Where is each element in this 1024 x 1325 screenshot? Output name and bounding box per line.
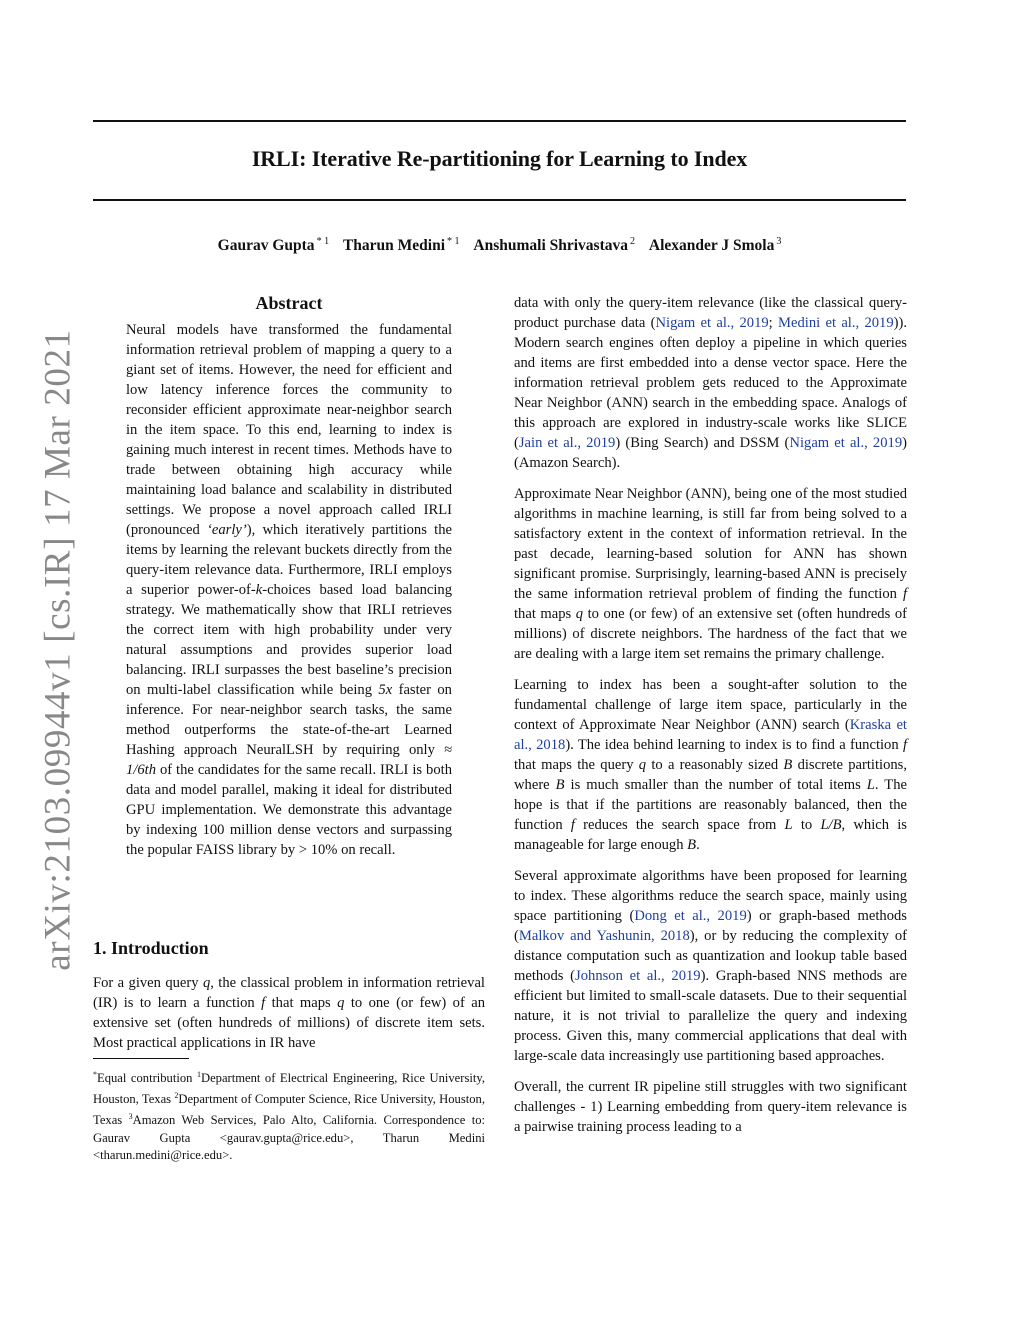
footnote-text-part: Amazon Web Services, Palo Alto, California. Correspondence to: Gaurav Gupta <gaurav.gupta@rice.edu>, Tharun Medini <tharun.medini@rice.edu>. [93, 1113, 485, 1162]
footnote-text-part: Department of Electrical Engineering, Rice University, Houston, Texas [93, 1071, 485, 1107]
abstract-heading: Abstract [255, 293, 323, 313]
citation-link[interactable]: Johnson et al., 2019 [575, 968, 701, 984]
math-l: L [784, 817, 793, 833]
paragraph-challenges [514, 1077, 907, 1137]
intro-text-part: For a given query [93, 975, 203, 991]
citation-link[interactable]: Nigam et al., 2019 [655, 315, 769, 331]
text-part: Overall, the current IR pipeline still struggles with two significant challenges - 1) Learning embedding from query-item relevance is a pairwise training process leading to a [514, 1079, 907, 1135]
text-part: )). Modern search engines often deploy a pipeline in which queries and items are first embedded into a dense vector space. Here the information retrieval problem gets reduced to the Approximate Near Neighbor (ANN) search in the embedding space. Analogs of this approach are explored in industry-scale works like SLICE ( [514, 315, 908, 451]
abstract-text-part: -choices based load balancing strategy. We mathematically show that IRLI retrieves the correct item with high probability under very natural assumptions and provides superior load balancing. IRLI surpasses the best baseline’s precision on multi-label classification while being [126, 582, 452, 698]
introduction-heading: 1. Introduction [93, 938, 209, 958]
text-part: Several approximate algorithms have been proposed for learning to index. These algorithms reduce the search space, mainly using space partitioning ( [514, 868, 907, 924]
math-q: q [638, 757, 647, 773]
text-part: is much smaller than the number of total items [564, 777, 867, 793]
math-f: f [261, 995, 266, 1011]
author-affiliation-mark: * 1 [447, 236, 460, 247]
math-f: f [570, 817, 575, 833]
citation-link[interactable]: Dong et al., 2019 [634, 908, 747, 924]
author-name: Alexander J Smola [648, 237, 775, 255]
text-part: discrete partitions, where [514, 757, 907, 793]
text-part: ) (Bing Search) and DSSM ( [615, 435, 790, 451]
text-part: to a reasonably sized [646, 757, 784, 773]
math-5x: 5x [378, 682, 393, 698]
abstract-text-part: on recall. [337, 842, 396, 858]
text-part: data with only the query-item relevance (like the classical query-product purchase data ( [514, 295, 907, 331]
text-part: that maps [514, 606, 576, 622]
text-part: reduces the search space from [574, 817, 785, 833]
abstract-text-part: Neural models have transformed the fundamental information retrieval problem of mapping a query to a giant set of items. However, the need for efficient and low latency inference forces the community to reconsider efficient approximate near-neighbor search in the item space. To this end, learning to index is gaining much interest in recent times. Methods have to trade between obtaining high accuracy while maintaining load balance and scalability in distributed settings. We propose a novel approach called IRLI (pronounced [126, 322, 452, 538]
citation-link[interactable]: Malkov and Yashunin, 2018 [518, 928, 690, 944]
citation-link[interactable]: Medini et al., 2019 [778, 315, 894, 331]
text-part: Learning to index has been a sought-after solution to the fundamental challenge of large item space, particularly in the context of Approximate Near Neighbor (ANN) search ( [514, 677, 907, 733]
citation-link[interactable]: Jain et al., 2019 [518, 435, 616, 451]
arxiv-identifier-watermark: arXiv:2103.09944v1 [cs.IR] 17 Mar 2021 [37, 329, 79, 971]
text-part: ). Graph-based NNS methods are efficient but limited to small-scale datasets. Due to their sequential nature, it is not trivial to parallelize the query and indexing process. Given this, many commercial applications that deal with large-scale data increasingly use partitioning based approaches. [514, 968, 908, 1064]
text-part: ) (Amazon Search). [514, 435, 907, 471]
footnote-mark: * [93, 1070, 97, 1079]
footnote-text-part: Equal contribution [97, 1071, 197, 1086]
paragraph-learning-to-index [514, 675, 907, 855]
text-part: Approximate Near Neighbor (ANN), being one of the most studied algorithms in machine learning, is still far from being solved to a satisfactory extent in the context of information retrieval. In the past decade, learning-based solution for ANN has shown significant promise. Surprisingly, learning-based ANN is precisely the same information retrieval problem of finding the function [514, 486, 907, 602]
text-part: that maps the query [514, 757, 639, 773]
footnote-mark: 1 [196, 1070, 201, 1079]
citation-link[interactable]: Kraska et al., 2018 [514, 717, 907, 753]
text-part: to [792, 817, 821, 833]
footnote [93, 1066, 485, 1164]
author-name: Gaurav Gupta [217, 237, 315, 255]
text-part: to one (or few) of an extensive set (often hundreds of millions) of discrete neighbors. The hardness of the fact that we are dealing with a large item set remains the primary challenge. [514, 606, 907, 662]
introduction-text [93, 973, 485, 1053]
intro-text-part: that maps [265, 995, 338, 1011]
author-affiliation-mark: * 1 [316, 236, 330, 247]
text-part: ) or graph-based methods ( [514, 908, 907, 944]
footnote-text-part: Department of Computer Science, Rice University, Houston, Texas [93, 1092, 485, 1128]
math-b: B [555, 777, 565, 793]
abstract-section [126, 292, 452, 860]
math-one-sixth: ≈ 1/6th [126, 742, 452, 778]
author-gaurav-gupta [218, 237, 329, 254]
title-rule-bottom [93, 199, 906, 201]
paragraph-ann [514, 484, 907, 664]
author-affiliation-mark: 2 [630, 236, 635, 247]
math-q: q [575, 606, 584, 622]
math-f: f [902, 586, 907, 602]
author-list [93, 236, 906, 255]
author-alexander-smola [649, 237, 781, 254]
text-part: ; [768, 315, 779, 331]
math-f: f [902, 737, 907, 753]
citation-link[interactable]: Nigam et al., 2019 [789, 435, 903, 451]
text-part: , which is manageable for large enough [514, 817, 907, 853]
math-k: k [255, 582, 263, 598]
intro-text-part: to one (or few) of an extensive set (often hundreds of millions) of discrete item sets. Most practical applications in IR have [93, 995, 485, 1051]
abstract-text-part: faster on inference. For near-neighbor search tasks, the same method outperforms the state-of-the-art Learned Hashing approach NeuralLSH by requiring only [126, 682, 452, 758]
author-name: Tharun Medini [342, 237, 446, 255]
intro-text-part: , the classical problem in information retrieval (IR) is to learn a function [93, 975, 485, 1011]
paragraph-embedding-pipeline [514, 293, 907, 473]
paragraph-approximate-algorithms [514, 866, 907, 1066]
math-l: L [866, 777, 875, 793]
right-column [514, 293, 907, 1148]
footnote-mark: 3 [128, 1112, 133, 1122]
math-l-over-b: L/B [820, 817, 842, 833]
math-gain: > 10% [298, 842, 338, 858]
abstract-text-part: ), which iteratively partitions the items by learning the relevant buckets directly from the query-item relevance data. Furthermore, IRLI employs a superior power-of- [126, 522, 452, 598]
text-part: . [696, 837, 700, 853]
introduction-section [93, 937, 485, 1053]
abstract-emphasis-early: ‘early’ [207, 522, 247, 538]
math-q: q [337, 995, 345, 1011]
abstract-text-part: of the candidates for the same recall. IRLI is both data and model parallel, making it ideal for distributed GPU implementation. We demonstrate this advantage by indexing 100 million dense vectors and surpassing the popular FAISS library by [126, 762, 452, 858]
text-part: . The hope is that if the partitions are reasonably balanced, then the function [514, 777, 907, 833]
author-affiliation-mark: 3 [776, 236, 782, 247]
math-b: B [687, 837, 697, 853]
author-name: Anshumali Shrivastava [473, 237, 628, 255]
math-b: B [783, 757, 793, 773]
footnote-mark: 2 [174, 1091, 179, 1101]
text-part: ), or by reducing the complexity of distance computation such as quantization and lookup table based methods ( [514, 928, 908, 984]
title-rule-top [93, 120, 906, 122]
text-part: ). The idea behind learning to index is to find a function [565, 737, 903, 753]
abstract-text [126, 320, 452, 860]
author-tharun-medini [343, 237, 460, 254]
footnote-rule [93, 1058, 189, 1059]
author-anshumali-shrivastava [473, 237, 635, 254]
math-q: q [202, 975, 211, 991]
paper-title: IRLI: Iterative Re-partitioning for Learning to Index [251, 146, 748, 171]
